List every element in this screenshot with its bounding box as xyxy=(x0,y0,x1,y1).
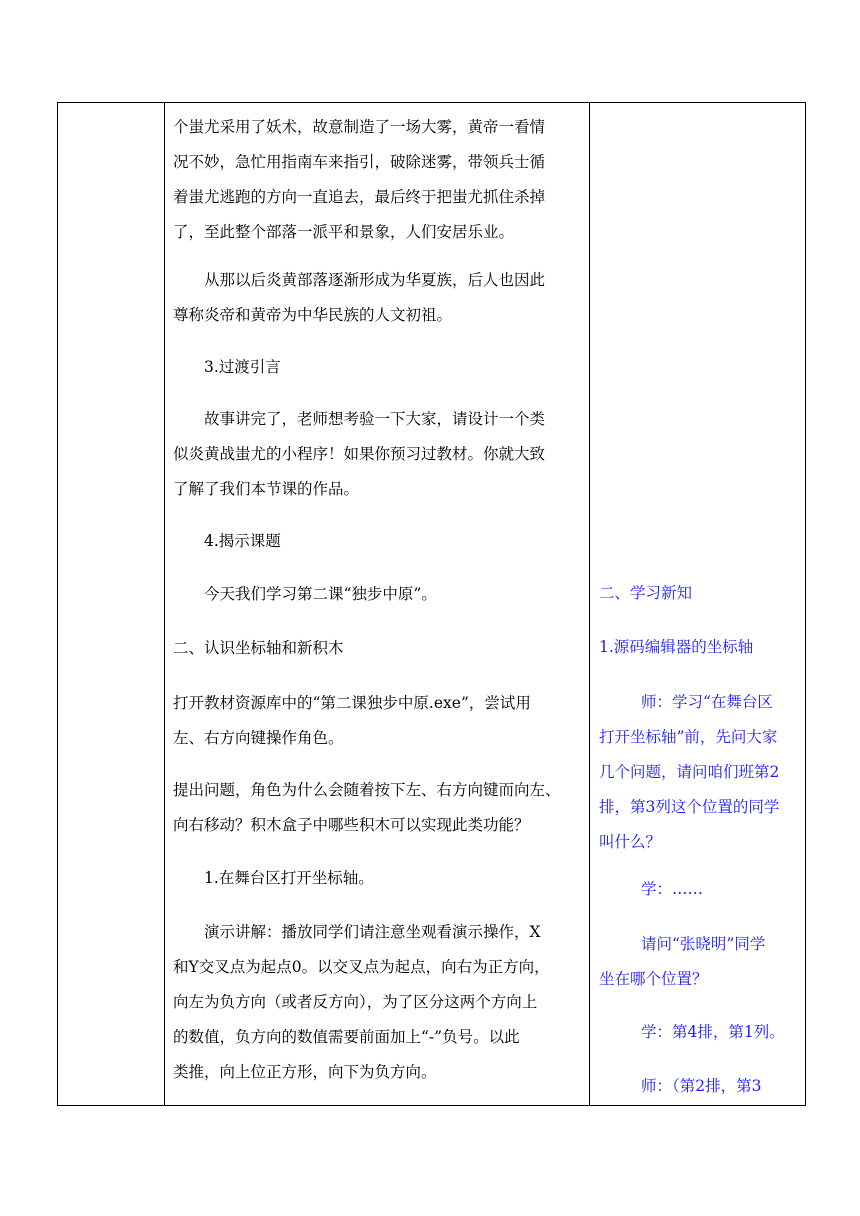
content-line: 从那以后炎黄部落逐渐形成为华夏族，后人也因此 xyxy=(204,271,546,289)
column-divider-right xyxy=(589,103,590,1105)
activity-line: 师：（第2排，第3 xyxy=(641,1077,762,1095)
column-divider-left xyxy=(164,103,165,1105)
content-line: 似炎黄战蚩尤的小程序！如果你预习过教材。你就大致 xyxy=(173,445,546,463)
content-line: 演示讲解：播放同学们请注意坐观看演示操作，X xyxy=(204,923,541,941)
content-line: 了解了我们本节课的作品。 xyxy=(173,480,360,498)
content-line: 况不妙，急忙用指南车来指引，破除迷雾，带领兵士循 xyxy=(173,153,546,171)
content-line: 尊称炎帝和黄帝为中华民族的人文初祖。 xyxy=(173,306,453,324)
section-heading: 3.过渡引言 xyxy=(204,358,281,376)
content-line: 着蚩尤逃跑的方向一直追去，最后终于把蚩尤抓住杀掉 xyxy=(173,188,546,206)
activity-line: 打开坐标轴”前，先问大家 xyxy=(599,728,778,746)
content-line: 了，至此整个部落一派平和景象，人们安居乐业。 xyxy=(173,223,515,241)
content-line: 故事讲完了，老师想考验一下大家，请设计一个类 xyxy=(204,410,546,428)
activity-line: 几个问题，请问咱们班第2 xyxy=(599,763,780,781)
section-heading: 1.源码编辑器的坐标轴 xyxy=(599,638,754,656)
content-line: 向左为负方向（或者反方向），为了区分这两个方向上 xyxy=(173,993,538,1011)
section-heading: 1.在舞台区打开坐标轴。 xyxy=(204,869,374,887)
section-heading: 二、认识坐标轴和新积木 xyxy=(173,639,344,657)
section-heading: 二、学习新知 xyxy=(599,584,693,602)
content-line: 今天我们学习第二课“独步中原”。 xyxy=(204,585,437,603)
activity-line: 学：第4排，第1列。 xyxy=(641,1023,785,1041)
activity-line: 请问“张晓明”同学 xyxy=(641,935,766,953)
content-line: 提出问题，角色为什么会随着按下左、右方向键而向左、 xyxy=(173,781,561,799)
activity-line: 叫什么？ xyxy=(599,833,662,851)
activity-line: 学：…… xyxy=(641,880,704,898)
content-line: 和Y交叉点为起点0。以交叉点为起点，向右为正方向， xyxy=(173,958,550,976)
activity-line: 坐在哪个位置？ xyxy=(599,970,708,988)
content-line: 打开教材资源库中的“第二课独步中原.exe”，尝试用 xyxy=(173,694,531,712)
content-line: 向右移动？积木盒子中哪些积木可以实现此类功能？ xyxy=(173,816,530,834)
content-line: 类推，向上位正方形，向下为负方向。 xyxy=(173,1063,437,1081)
content-line: 个蚩尤采用了妖术，故意制造了一场大雾，黄帝一看情 xyxy=(173,118,546,136)
content-line: 的数值，负方向的数值需要前面加上“-”负号。以此 xyxy=(173,1028,520,1046)
content-line: 左、右方向键操作角色。 xyxy=(173,729,344,747)
section-heading: 4.揭示课题 xyxy=(204,532,281,550)
lesson-table xyxy=(57,102,806,1106)
activity-line: 排，第3列这个位置的同学 xyxy=(599,798,780,816)
activity-line: 师：学习“在舞台区 xyxy=(641,693,773,711)
